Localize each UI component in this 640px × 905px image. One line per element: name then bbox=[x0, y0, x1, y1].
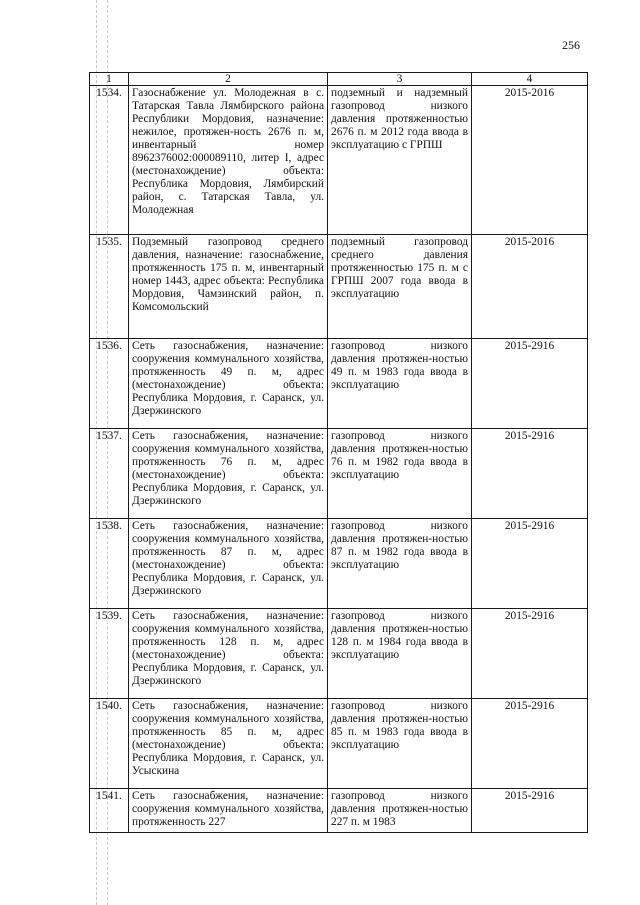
table-row bbox=[90, 609, 588, 699]
object-description: Подземный газопровод среднего давления, назначение: газоснабжение, протяженность 175 п. м, инвентарный номер 1443, адрес объекта: Республика Мордовия, Чамзинский район, п. Комсомольский bbox=[129, 235, 328, 339]
table-row bbox=[90, 789, 588, 833]
period: 2015-2016 bbox=[472, 86, 588, 235]
object-description: Сеть газоснабжения, назначение: сооружения коммунального хозяйства, протяженность 85 п. м, адрес (местонахождение) объекта: Республика Мордовия, г. Саранск, ул. Усыскина bbox=[129, 699, 328, 789]
object-description: Газоснабжение ул. Молодежная в с. Татарская Тавла Лямбирского района Республики Мордовия, назначение: нежилое, протяжен-ность 2676 п. м, инвентарный номер 8962376002:000089110, литер I, адрес (местонахождение) объекта: Республика Мордовия, Лямбирский район, с. Татарская Тавла, ул. Молодежная bbox=[129, 86, 328, 235]
row-number: 1539. bbox=[90, 609, 129, 699]
table-row bbox=[90, 429, 588, 519]
object-details: подземный газопровод среднего давления протяженностью 175 п. м с ГРПШ 2007 года ввода в эксплуатацию bbox=[328, 235, 472, 339]
object-details: газопровод низкого давления протяжен-ностью 87 п. м 1982 года ввода в эксплуатацию bbox=[328, 519, 472, 609]
column-header: 4 bbox=[472, 73, 588, 86]
row-number: 1536. bbox=[90, 339, 129, 429]
row-number: 1537. bbox=[90, 429, 129, 519]
period: 2015-2916 bbox=[472, 429, 588, 519]
row-number: 1534. bbox=[90, 86, 129, 235]
row-number: 1535. bbox=[90, 235, 129, 339]
row-number: 1538. bbox=[90, 519, 129, 609]
object-details: газопровод низкого давления протяжен-ностью 128 п. м 1984 года ввода в эксплуатацию bbox=[328, 609, 472, 699]
column-header: 1 bbox=[90, 73, 129, 86]
object-details: газопровод низкого давления протяжен-ностью 49 п. м 1983 года ввода в эксплуатацию bbox=[328, 339, 472, 429]
period: 2015-2916 bbox=[472, 699, 588, 789]
period: 2015-2916 bbox=[472, 519, 588, 609]
period: 2015-2016 bbox=[472, 235, 588, 339]
column-header: 3 bbox=[328, 73, 472, 86]
object-description: Сеть газоснабжения, назначение: сооружения коммунального хозяйства, протяженность 128 п. м, адрес (местонахождение) объекта: Республика Мордовия, г. Саранск, ул. Дзержинского bbox=[129, 609, 328, 699]
table-row bbox=[90, 339, 588, 429]
row-number: 1540. bbox=[90, 699, 129, 789]
page-number: 256 bbox=[562, 38, 580, 52]
table-row bbox=[90, 519, 588, 609]
object-details: газопровод низкого давления протяжен-ностью 76 п. м 1982 года ввода в эксплуатацию bbox=[328, 429, 472, 519]
column-header: 2 bbox=[129, 73, 328, 86]
object-description: Сеть газоснабжения, назначение: сооружения коммунального хозяйства, протяженность 76 п. м, адрес (местонахождение) объекта: Республика Мордовия, г. Саранск, ул. Дзержинского bbox=[129, 429, 328, 519]
table-row bbox=[90, 699, 588, 789]
period: 2015-2916 bbox=[472, 609, 588, 699]
table-row bbox=[90, 235, 588, 339]
object-details: газопровод низкого давления протяжен-ностью 227 п. м 1983 bbox=[328, 789, 472, 833]
period: 2015-2916 bbox=[472, 789, 588, 833]
registry-table bbox=[89, 72, 588, 833]
period: 2015-2916 bbox=[472, 339, 588, 429]
row-number: 1541. bbox=[90, 789, 129, 833]
object-description: Сеть газоснабжения, назначение: сооружения коммунального хозяйства, протяженность 87 п. м, адрес (местонахождение) объекта: Республика Мордовия, г. Саранск, ул. Дзержинского bbox=[129, 519, 328, 609]
table-header-row bbox=[90, 73, 588, 86]
object-details: подземный и надземный газопровод низкого давления протяженностью 2676 п. м 2012 года ввода в эксплуатацию с ГРПШ bbox=[328, 86, 472, 235]
object-details: газопровод низкого давления протяжен-ностью 85 п. м 1983 года ввода в эксплуатацию bbox=[328, 699, 472, 789]
table-row bbox=[90, 86, 588, 235]
object-description: Сеть газоснабжения, назначение: сооружения коммунального хозяйства, протяженность 49 п. м, адрес (местонахождение) объекта: Республика Мордовия, г. Саранск, ул. Дзержинского bbox=[129, 339, 328, 429]
object-description: Сеть газоснабжения, назначение: сооружения коммунального хозяйства, протяженность 227 bbox=[129, 789, 328, 833]
